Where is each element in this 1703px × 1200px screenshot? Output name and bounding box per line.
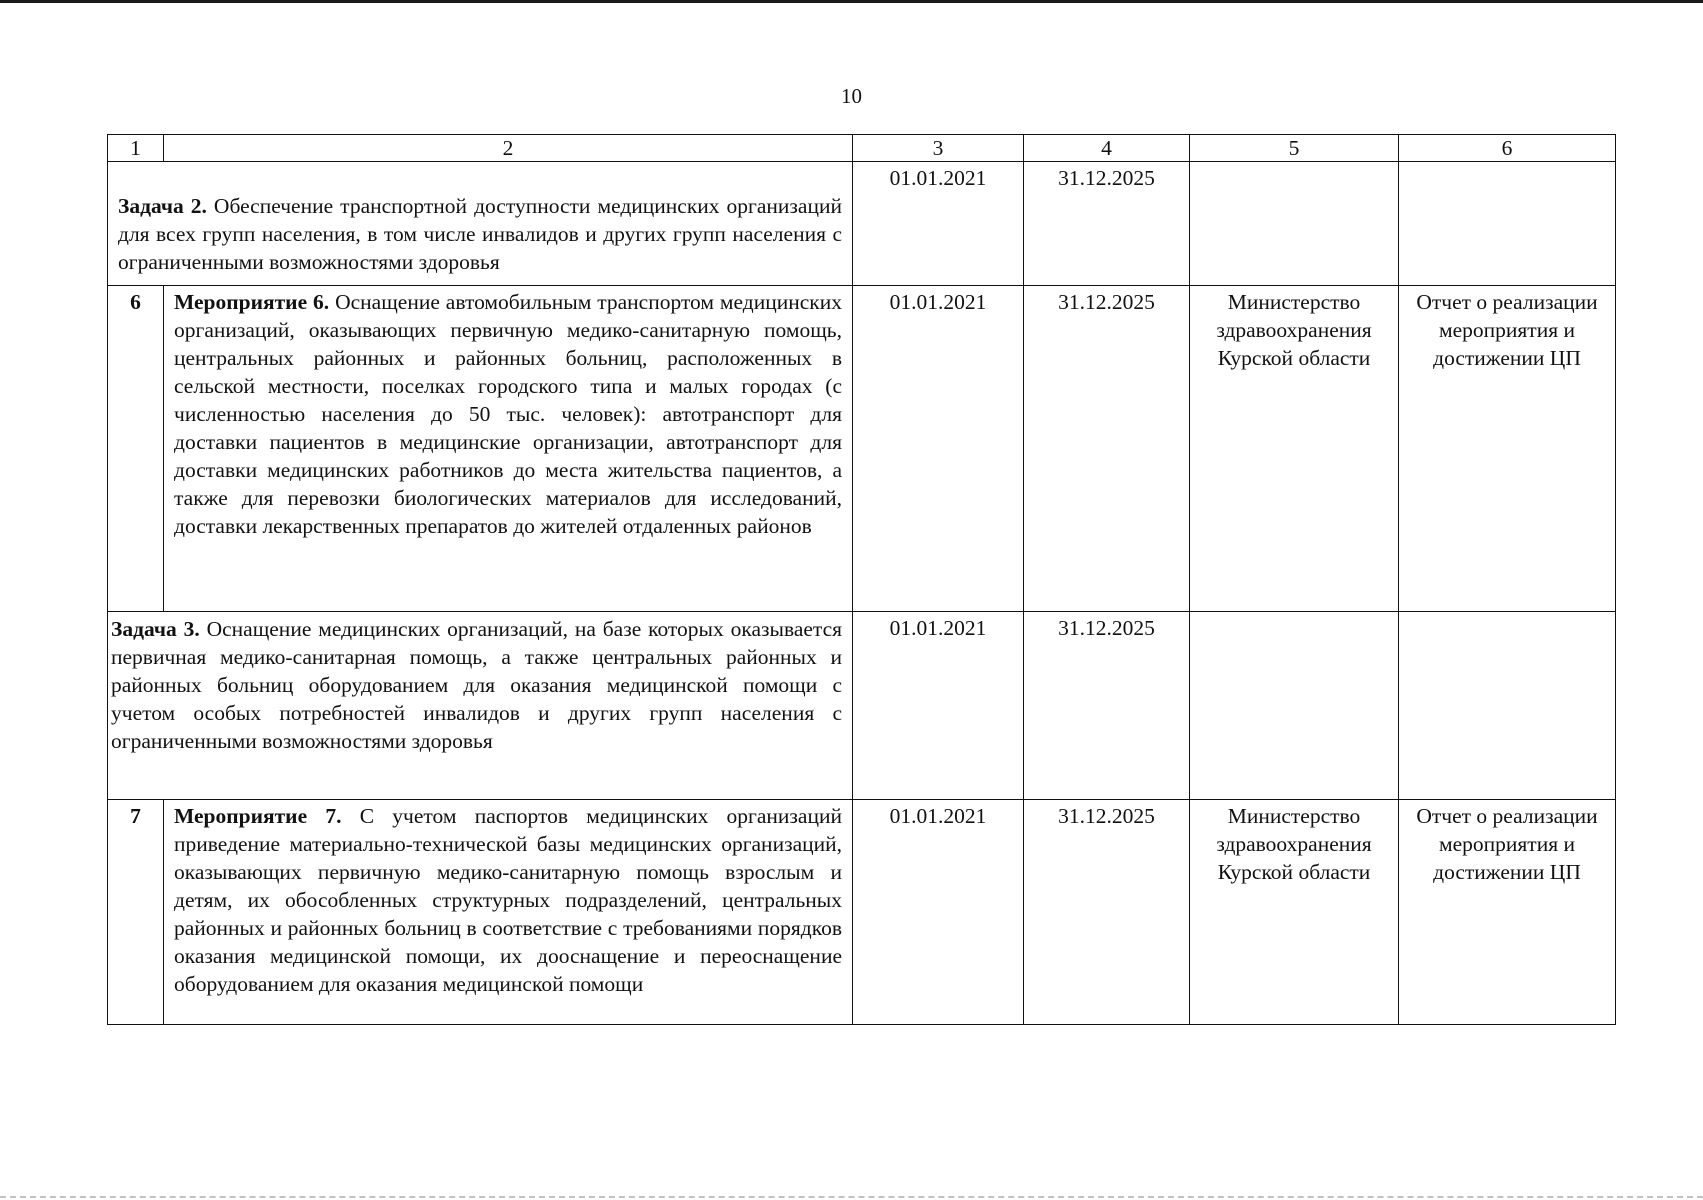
column-header-5: 5 [1190, 135, 1399, 162]
activity-6-responsible: Министерство здравоохранения Курской области [1190, 286, 1399, 612]
activity-6-number: 6 [108, 286, 164, 612]
task-3-result-cell [1399, 612, 1616, 800]
activity-6-result: Отчет о реализации мероприятия и достижении ЦП [1399, 286, 1616, 612]
activity-7-result: Отчет о реализации мероприятия и достижении ЦП [1399, 800, 1616, 1025]
activity-6-title: Мероприятие 6. [174, 290, 330, 314]
task-2-row [108, 162, 1616, 286]
task-2-start-date: 01.01.2021 [853, 162, 1024, 286]
column-header-4: 4 [1024, 135, 1190, 162]
scan-top-edge [0, 0, 1703, 3]
column-header-3: 3 [853, 135, 1024, 162]
activity-7-start-date: 01.01.2021 [853, 800, 1024, 1025]
task-2-description [108, 162, 853, 286]
column-header-1: 1 [108, 135, 164, 162]
activity-7-end-date: 31.12.2025 [1024, 800, 1190, 1025]
task-2-title: Задача 2. [118, 194, 207, 218]
activity-6-start-date: 01.01.2021 [853, 286, 1024, 612]
column-header-2: 2 [164, 135, 853, 162]
task-3-title: Задача 3. [111, 617, 200, 641]
page-number: 10 [841, 84, 862, 108]
task-3-start-date: 01.01.2021 [853, 612, 1024, 800]
activity-7-description [164, 800, 853, 1025]
activity-plan-table [107, 134, 1616, 1025]
activity-7-row [108, 800, 1616, 1025]
task-2-result-cell [1399, 162, 1616, 286]
task-3-description [108, 612, 853, 800]
task-3-row [108, 612, 1616, 800]
task-2-end-date: 31.12.2025 [1024, 162, 1190, 286]
scan-bottom-edge [0, 1196, 1703, 1200]
activity-6-row [108, 286, 1616, 612]
task-3-text: Оснащение медицинских организаций, на базе которых оказывается первичная медико-санитарная помощь, а также центральных районных и районных больниц оборудованием для оказания медицинской помощи с учетом особых потребностей инвалидов и других групп населения с ограниченными возможностями здоровья [111, 617, 842, 753]
activity-7-responsible: Министерство здравоохранения Курской области [1190, 800, 1399, 1025]
activity-7-number: 7 [108, 800, 164, 1025]
activity-6-text: Оснащение автомобильным транспортом медицинских организаций, оказывающих первичную медико-санитарную помощь, центральных районных и районных больниц, расположенных в сельской местности, поселках городского типа и малых городах (с численностью населения до 50 тыс. человек): автотранспорт для доставки пациентов в медицинские организации, автотранспорт для доставки медицинских работников до места жительства пациентов, а также для перевозки биологических материалов для исследований, доставки лекарственных препаратов до жителей отдаленных районов [174, 290, 842, 538]
activity-6-description [164, 286, 853, 612]
column-header-6: 6 [1399, 135, 1616, 162]
activity-7-text: С учетом паспортов медицинских организаций приведение материально-технической базы медицинских организаций, оказывающих первичную медико-санитарную помощь взрослым и детям, их обособленных структурных подразделений, центральных районных и районных больниц в соответствие с требованиями порядков оказания медицинской помощи, их дооснащение и переоснащение оборудованием для оказания медицинской помощи [174, 804, 842, 996]
task-2-text: Обеспечение транспортной доступности медицинских организаций для всех групп населения, в том числе инвалидов и других групп населения с ограниченными возможностями здоровья [118, 194, 842, 274]
activity-6-end-date: 31.12.2025 [1024, 286, 1190, 612]
task-3-responsible-cell [1190, 612, 1399, 800]
table-header-row [108, 135, 1616, 162]
task-3-end-date: 31.12.2025 [1024, 612, 1190, 800]
activity-7-title: Мероприятие 7. [174, 804, 342, 828]
task-2-responsible-cell [1190, 162, 1399, 286]
